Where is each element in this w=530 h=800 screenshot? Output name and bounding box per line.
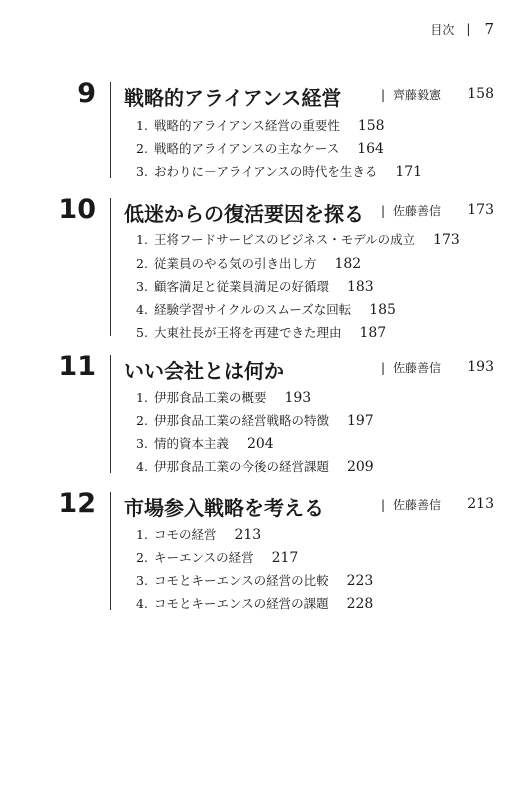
section-entry: 1. 戦略的アライアンス経営の重要性 158 [136,118,385,134]
section-entry: 1. コモの経営 213 [136,527,262,543]
section-entry: 2. 戦略的アライアンスの主なケース 164 [136,141,384,157]
chapter-number: 10 [58,194,96,225]
chapter-page: 193 [467,359,494,375]
section-entry: 1. 王将フードサービスのビジネス・モデルの成立 173 [136,232,460,248]
section-entry: 4. 伊那食品工業の今後の経営課題 209 [136,459,374,475]
section-entry: 5. 大東社長が王将を再建できた理由 187 [136,325,387,341]
chapter-author: | 齊藤毅憲 [381,88,442,102]
chapter-number: 11 [58,351,96,382]
header-separator: | [466,22,471,36]
chapter-author: | 佐藤善信 [381,498,442,512]
chapter-number: 9 [77,78,96,109]
section-entry: 3. おわりに－アライアンスの時代を生きる 171 [136,164,423,180]
chapter-author: | 佐藤善信 [381,204,442,218]
chapter-title: 戦略的アライアンス経営 [124,86,342,110]
chapter-number: 12 [58,488,96,519]
section-entry: 2. キーエンスの経営 217 [136,550,299,566]
section-entry: 3. 顧客満足と従業員満足の好循環 183 [136,279,374,295]
chapter-page: 158 [467,86,494,102]
chapter-author: | 佐藤善信 [381,361,442,375]
chapter-rule [110,82,111,178]
chapter-title: いい会社とは何か [124,359,284,383]
chapter-rule [110,355,111,473]
chapter-rule [110,492,111,610]
section-entry: 3. コモとキーエンスの経営の比較 223 [136,573,374,589]
chapter-title: 低迷からの復活要因を探る [124,202,364,226]
header-page-number: 7 [484,20,494,38]
section-entry: 2. 従業員のやる気の引き出し方 182 [136,256,362,272]
section-entry: 4. コモとキーエンスの経営の課題 228 [136,596,374,612]
section-entry: 3. 情的資本主義 204 [136,436,274,452]
section-entry: 4. 経験学習サイクルのスムーズな回転 185 [136,302,396,318]
chapter-page: 213 [467,496,494,512]
chapter-title: 市場参入戦略を考える [124,496,324,520]
section-entry: 1. 伊那食品工業の概要 193 [136,390,312,406]
chapter-rule [110,198,111,336]
chapter-page: 173 [467,202,494,218]
header-section-label: 目次 [430,22,455,37]
running-header [430,20,494,38]
section-entry: 2. 伊那食品工業の経営戦略の特徴 197 [136,413,374,429]
